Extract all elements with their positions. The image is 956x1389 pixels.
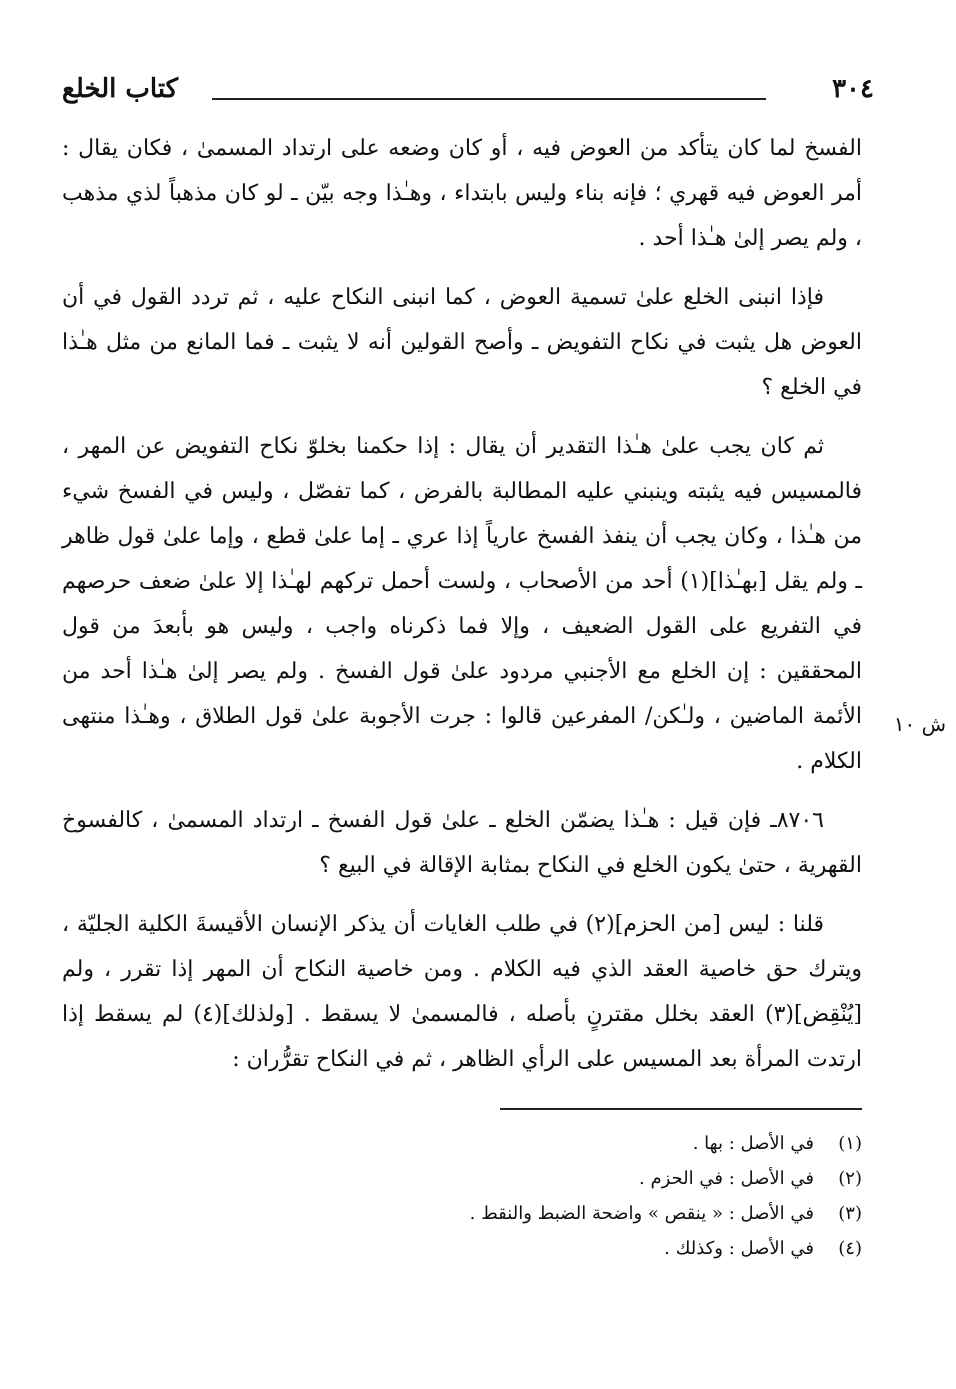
footnote-text: في الأصل : بها .	[692, 1133, 814, 1154]
footnote-number: (٣)	[838, 1203, 862, 1224]
paragraph: فإذا انبنى الخلع علىٰ تسمية العوض ، كما انبنى النكاح عليه ، ثم تردد القول في أن العوض هل يثبت في نكاح التفويض ـ وأصح القولين أنه لا يثبت ـ فما المانع من مثل هـٰذا في الخلع ؟	[62, 285, 862, 400]
footnote	[62, 1126, 862, 1161]
running-title: كتاب الخلع	[62, 74, 179, 104]
footnote-separator	[500, 1108, 862, 1110]
footnote	[62, 1196, 862, 1231]
footnote-text: في الأصل : في الحزم .	[639, 1168, 814, 1189]
body-text	[62, 126, 862, 1096]
paragraph: ثم كان يجب علىٰ هـٰذا التقدير أن يقال : إذا حكمنا بخلوّ نكاح التفويض عن المهر ، فالمسيس فيه يثبته وينبني عليه المطالبة بالفرض ، كما تفصّل ، وليس في الفسخ شيء من هـٰذا ، وكان يجب أن ينفذ الفسخ عارياً إذا عري ـ إما علىٰ قطع ، وإما علىٰ قول ظاهر ـ ولم يقل [بهـٰذا](١) أحد من الأصحاب ، ولست أحمل تركهم لهـٰذا إلا علىٰ ضعف حرصهم في التفريع على القول الضعيف ، وإلا فما ذكرناه واجب ، وليس هو بأبعدَ من قول المحققين : إن الخلع مع الأجنبي مردود علىٰ قول الفسخ . ولم يصر إلىٰ هـٰذا أحد من الأئمة الماضين ، ولـٰكن/ المفرعين قالوا : جرت الأجوبة علىٰ قول الطلاق ، وهـٰذا منتهى الكلام .	[62, 434, 862, 774]
paragraph: الفسخ لما كان يتأكد من العوض فيه ، أو كان وضعه على ارتداد المسمىٰ ، فكان يقال : أمر العوض فيه قهري ؛ فإنه بناء وليس بابتداء ، وهـٰذا وجه بيّن ـ لو كان مذهباً لذي مذهب ، ولم يصر إلىٰ هـٰذا أحد .	[62, 136, 862, 251]
marginal-note: ش ١٠	[893, 712, 946, 736]
header-rule	[212, 98, 766, 100]
footnotes	[62, 1126, 862, 1266]
paragraph: قلنا : ليس [من الحزم](٢) في طلب الغايات أن يذكر الإنسان الأقيسةَ الكلية الجليّة ، ويترك حق خاصية العقد الذي فيه الكلام . ومن خاصية النكاح أن المهر إذا تقرر ، ولم [يُنْقِض](٣) العقد بخلل مقترنٍ بأصله ، فالمسمىٰ لا يسقط . [ولذلك](٤) لم يسقط إذا ارتدت المرأة بعد المسيس على الرأي الظاهر ، ثم في النكاح تقرُّران :	[62, 912, 862, 1072]
footnote-number: (١)	[838, 1133, 862, 1154]
footnote-number: (٢)	[838, 1168, 862, 1189]
footnote	[62, 1161, 862, 1196]
footnote	[62, 1231, 862, 1266]
footnote-text: في الأصل : « ينقص » واضحة الضبط والنقط .	[469, 1203, 814, 1224]
paragraph: ٨٧٠٦ـ فإن قيل : هـٰذا يضمّن الخلع ـ علىٰ قول الفسخ ـ ارتداد المسمىٰ ، كالفسوخ القهرية ، حتىٰ يكون الخلع في النكاح بمثابة الإقالة في البيع ؟	[62, 808, 862, 878]
footnote-number: (٤)	[838, 1238, 862, 1259]
footnote-text: في الأصل : وكذلك .	[664, 1238, 814, 1259]
page-number: ٣٠٤	[832, 74, 874, 104]
running-header	[62, 66, 874, 114]
